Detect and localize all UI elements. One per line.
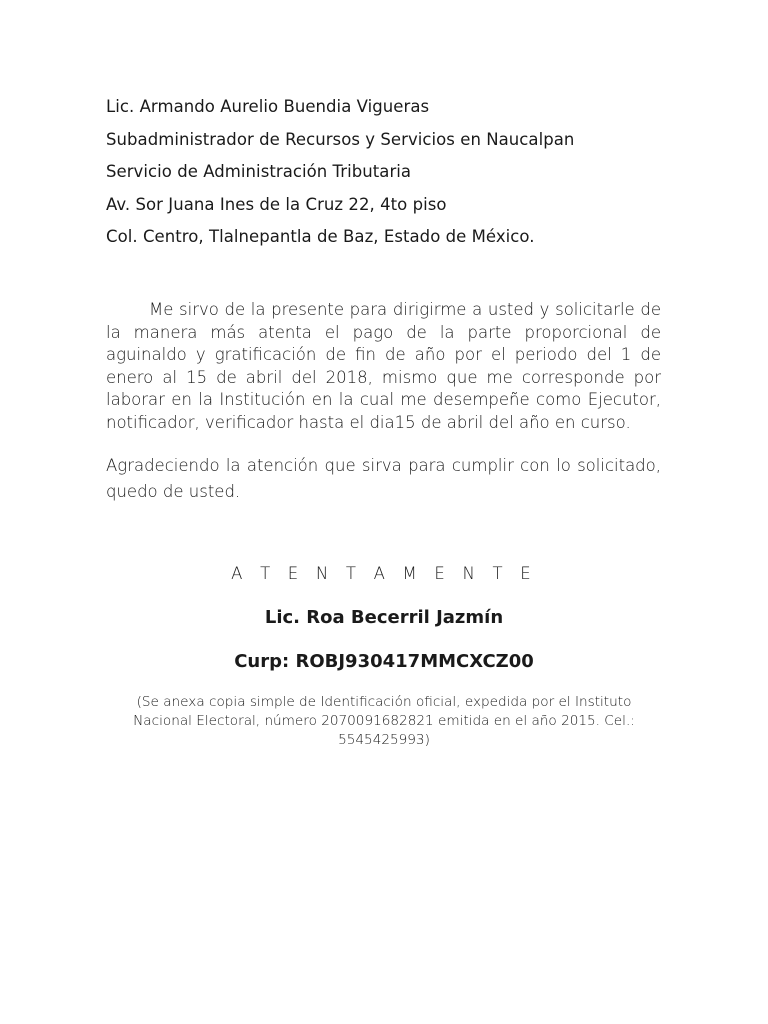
- closing-salutation: A T E N T A M E N T E: [231, 564, 537, 583]
- recipient-city: Col. Centro, Tlalnepantla de Baz, Estado de México.: [106, 227, 535, 246]
- recipient-name: Lic. Armando Aurelio Buendia Vigueras: [106, 97, 430, 116]
- attachment-note: (Se anexa copia simple de Identificación oficial, expedida por el Instituto Nacional Electoral, número 2070091682821 emitida en el año 2015. Cel.: 5545425993): [133, 694, 635, 748]
- recipient-address-block: [106, 91, 686, 254]
- body-paragraph-request: Me sirvo de la presente para dirigirme a usted y solicitarle de la manera más atenta el pago de la parte proporcional de aguinaldo y gratificación de fin de año por el periodo del 1 de enero al 15 de abril del 2018, mismo que me corresponde por laborar en la Institución en la cual me desempeñe como Ejecutor, notificador, verificador hasta el dia15 de abril del año en curso.: [106, 300, 661, 432]
- signer-curp: Curp: ROBJ930417MMCXCZ00: [234, 651, 534, 672]
- recipient-position: Subadministrador de Recursos y Servicios en Naucalpan: [106, 129, 575, 149]
- body-paragraph-thanks: Agradeciendo la atención que sirva para cumplir con lo solicitado, quedo de usted.: [106, 456, 661, 501]
- signer-name: Lic. Roa Becerril Jazmín: [264, 607, 504, 628]
- recipient-institution: Servicio de Administración Tributaria: [106, 162, 412, 181]
- recipient-street: Av. Sor Juana Ines de la Cruz 22, 4to piso: [106, 194, 447, 214]
